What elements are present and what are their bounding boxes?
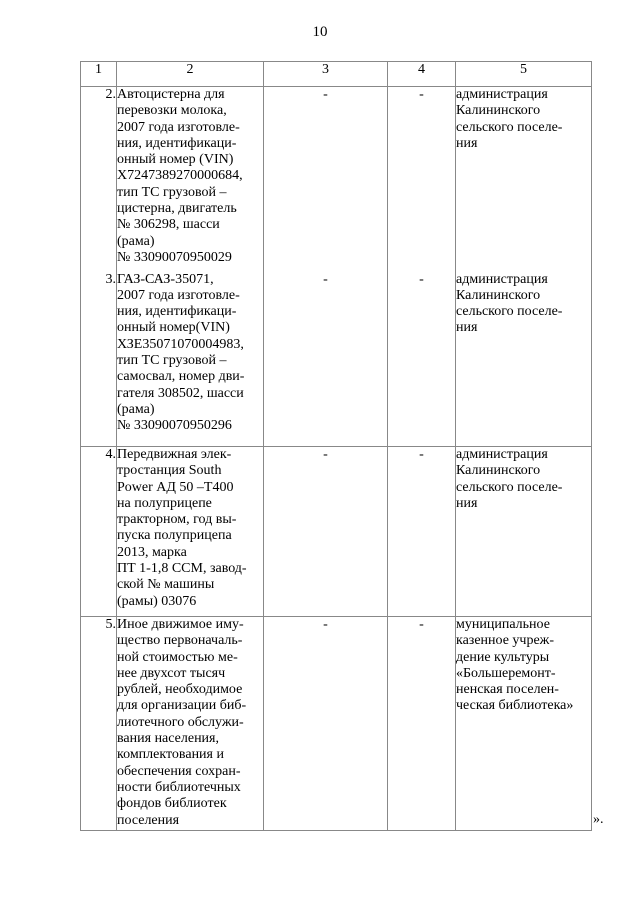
owner-line: сельского поселе- [456, 119, 563, 135]
description-line: ской № машины [117, 577, 215, 593]
description-line: вания населения, [117, 731, 219, 747]
header-cell-5: 5 [456, 62, 592, 87]
description-line: № 33090070950296 [117, 418, 232, 434]
owner-line: Калининского [456, 103, 541, 119]
description-line: ной стоимостью ме- [117, 649, 238, 665]
description-line: X7247389270000684, [117, 168, 243, 184]
header-cell-1: 1 [81, 62, 117, 87]
description-line: фондов библиотек [117, 796, 227, 812]
description-line: 2007 года изготовле- [117, 287, 240, 303]
description-line: поселения [117, 812, 180, 828]
owner-line: муниципальное [456, 617, 550, 632]
description-line: рублей, необходимое [117, 682, 243, 698]
table-row [81, 617, 592, 831]
description-line: ности библиотечных [117, 779, 241, 795]
property-table [80, 61, 592, 831]
column-4-value: - [388, 272, 456, 447]
row-number: 3. [81, 272, 117, 447]
item-description [117, 87, 264, 272]
owner-line: ния [456, 495, 478, 511]
column-3-value: - [264, 447, 388, 617]
description-line: тростанция South [117, 463, 222, 479]
row-number: 5. [81, 617, 117, 831]
description-line: Иное движимое иму- [117, 617, 244, 632]
owner-name [456, 617, 592, 831]
owner-line: «Большеремонт- [456, 665, 556, 681]
description-line: ния, идентификаци- [117, 135, 237, 151]
description-line: № 306298, шасси [117, 217, 220, 233]
description-line: онный номер(VIN) [117, 320, 230, 336]
owner-name [456, 87, 592, 272]
owner-line: администрация [456, 271, 548, 287]
item-description [117, 617, 264, 831]
row-number: 2. [81, 87, 117, 272]
owner-line: Калининского [456, 463, 541, 479]
description-line: нее двухсот тысяч [117, 665, 226, 681]
description-line: тракторном, год вы- [117, 512, 237, 528]
owner-line: Калининского [456, 287, 541, 303]
owner-line: ческая библиотека» [456, 698, 574, 714]
description-line: тип ТС грузовой – [117, 352, 227, 368]
description-line: (рама) [117, 233, 155, 249]
column-4-value: - [388, 87, 456, 272]
description-line: Автоцистерна для [117, 87, 225, 102]
description-line: 2007 года изготовле- [117, 119, 240, 135]
description-line: ХЗЕ35071070004983, [117, 336, 244, 352]
description-line: лиотечного обслужи- [117, 714, 244, 730]
header-cell-3: 3 [264, 62, 388, 87]
header-cell-2: 2 [117, 62, 264, 87]
description-line: пуска полуприцепа [117, 528, 232, 544]
closing-quote-mark: ». [593, 812, 604, 827]
description-line: (рама) [117, 401, 155, 417]
description-line: на полуприцепе [117, 495, 212, 511]
description-line: онный номер (VIN) [117, 152, 234, 168]
description-line: тип ТС грузовой – [117, 184, 227, 200]
column-4-value: - [388, 447, 456, 617]
owner-line: администрация [456, 447, 548, 462]
description-line: (рамы) 03076 [117, 593, 197, 609]
owner-line: ния [456, 135, 478, 151]
description-line: обеспечения сохран- [117, 763, 241, 779]
description-line: ния, идентификаци- [117, 304, 237, 320]
column-3-value: - [264, 617, 388, 831]
description-line: комплектования и [117, 747, 224, 763]
description-line: щество первоначаль- [117, 633, 243, 649]
item-description [117, 272, 264, 447]
owner-line: казенное учреж- [456, 633, 555, 649]
description-line: цистерна, двигатель [117, 201, 237, 217]
table-row [81, 447, 592, 617]
owner-line: дение культуры [456, 649, 550, 665]
owner-name [456, 447, 592, 617]
row-number: 4. [81, 447, 117, 617]
owner-line: ненская поселен- [456, 682, 559, 698]
owner-line: администрация [456, 87, 548, 102]
description-line: Передвижная элек- [117, 447, 232, 462]
column-4-value: - [388, 617, 456, 831]
description-line: перевозки молока, [117, 103, 227, 119]
description-line: Power АД 50 –Т400 [117, 479, 234, 495]
header-row [81, 62, 592, 87]
table-row [81, 272, 592, 447]
description-line: ГАЗ-САЗ-35071, [117, 271, 214, 287]
description-line: самосвал, номер дви- [117, 369, 245, 385]
table-row [81, 87, 592, 272]
description-line: 2013, марка [117, 544, 187, 560]
description-line: ПТ 1-1,8 ССМ, завод- [117, 561, 247, 577]
owner-line: сельского поселе- [456, 479, 563, 495]
description-line: для организации биб- [117, 698, 247, 714]
header-cell-4: 4 [388, 62, 456, 87]
owner-line: ния [456, 320, 478, 336]
column-3-value: - [264, 272, 388, 447]
description-line: № 33090070950029 [117, 249, 232, 265]
item-description [117, 447, 264, 617]
column-3-value: - [264, 87, 388, 272]
description-line: гателя 308502, шасси [117, 385, 244, 401]
owner-name [456, 272, 592, 447]
owner-line: сельского поселе- [456, 304, 563, 320]
page-number: 10 [312, 24, 328, 40]
